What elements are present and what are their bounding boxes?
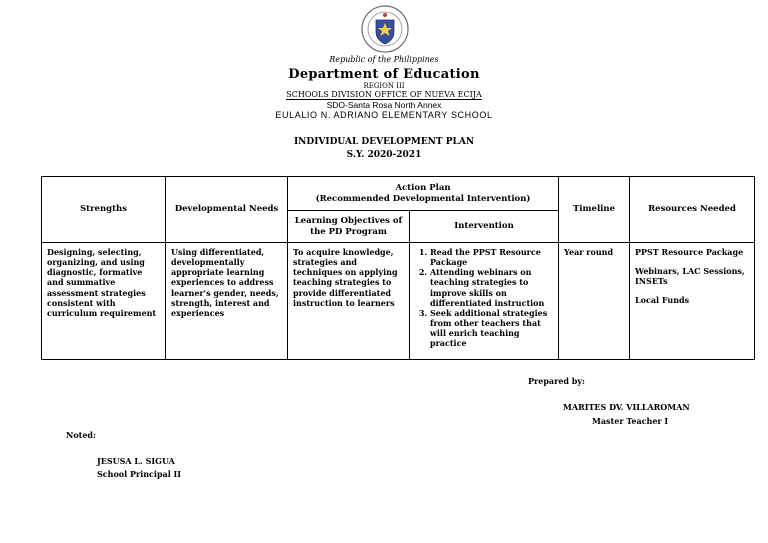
deped-seal-icon [360, 4, 410, 54]
prepared-by-name: MARITES DV. VILLAROMAN [563, 402, 690, 412]
school-name: EULALIO N. ADRIANO ELEMENTARY SCHOOL [275, 110, 493, 120]
division-label [0, 90, 768, 99]
action-plan-label: Action Plan [395, 182, 451, 193]
cell-learning-objectives: To acquire knowledge, strategies and techniques on applying teaching strategies to provide differentiated instruction to learners [288, 243, 410, 360]
division-text: SCHOOLS DIVISION OFFICE OF NUEVA ECIJA [286, 90, 482, 99]
cell-developmental-needs: Using differentiated, developmentally appropriate learning experiences to address learner's gender, needs, strength, interest and experiences [166, 243, 288, 360]
school-year: S.Y. 2020-2021 [346, 150, 422, 160]
resource-item: PPST Resource Package [635, 247, 744, 257]
cell-strengths: Designing, selecting, organizing, and using diagnostic, formative and summative assessment strategies consistent with curriculum requirement [42, 243, 166, 360]
noted-label: Noted: [66, 430, 96, 440]
table-row [42, 243, 755, 360]
list-item: 1. Read the PPST Resource Package [430, 247, 553, 267]
header-timeline: Timeline [559, 177, 630, 243]
prepared-by-label: Prepared by: [528, 376, 585, 386]
header-strengths: Strengths [42, 177, 166, 243]
development-plan-table [41, 176, 755, 360]
resource-item: Webinars, LAC Sessions, INSETs [635, 266, 745, 287]
annex-label: SDO-Santa Rosa North Annex [326, 100, 442, 110]
action-plan-sublabel: (Recommended Developmental Intervention) [315, 193, 531, 204]
intervention-list [415, 247, 553, 349]
header-developmental-needs: Developmental Needs [166, 177, 288, 243]
resource-item: Local Funds [635, 295, 690, 306]
republic-label: Republic of the Philippines [329, 55, 439, 64]
header-action-plan [288, 177, 559, 211]
header-resources: Resources Needed [630, 177, 755, 243]
document-title: INDIVIDUAL DEVELOPMENT PLAN [293, 137, 475, 147]
cell-timeline: Year round [559, 243, 630, 360]
prepared-by-title: Master Teacher I [592, 416, 669, 426]
noted-name: JESUSA L. SIGUA [97, 456, 175, 466]
list-item: 3. Seek additional strategies from other teachers that will enrich teaching practice [430, 308, 553, 349]
header-intervention: Intervention [410, 211, 559, 243]
noted-title: School Principal II [97, 469, 182, 479]
department-label: Department of Education [288, 67, 480, 82]
cell-resources [630, 243, 755, 360]
region-label: REGION III [363, 82, 405, 90]
list-item: 2. Attending webinars on teaching strategies to improve skills on differentiated instruction [430, 267, 553, 308]
header-learning-objectives: Learning Objectives of the PD Program [288, 211, 410, 243]
cell-intervention [410, 243, 559, 360]
